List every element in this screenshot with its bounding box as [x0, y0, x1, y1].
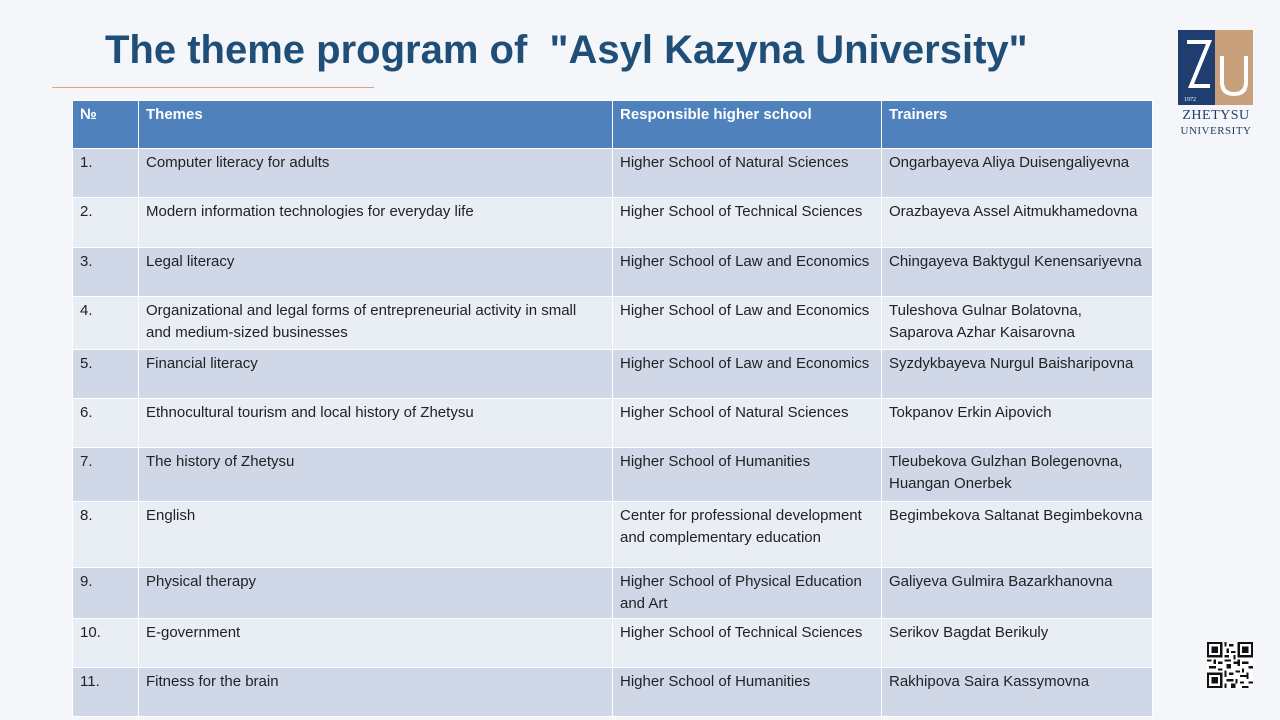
svg-text:1972: 1972	[1184, 97, 1196, 103]
header-trainers: Trainers	[882, 101, 1153, 149]
cell-number: 7.	[73, 448, 139, 502]
logo-text-line1: ZHETYSU	[1182, 108, 1250, 123]
zhetysu-university-logo	[1176, 30, 1256, 140]
cell-trainer: Tleubekova Gulzhan Bolegenovna, Huangan Onerbek	[882, 448, 1153, 502]
qr-code-icon	[1207, 642, 1253, 688]
cell-trainer: Ongarbayeva Aliya Duisengaliyevna	[882, 149, 1153, 198]
table-row	[73, 568, 1153, 619]
table-row	[73, 149, 1153, 198]
cell-school: Higher School of Natural Sciences	[613, 399, 882, 448]
cell-number: 1.	[73, 149, 139, 198]
cell-theme: Computer literacy for adults	[139, 149, 613, 198]
cell-theme: English	[139, 502, 613, 568]
cell-number: 11.	[73, 668, 139, 717]
cell-trainer: Syzdykbayeva Nurgul Baisharipovna	[882, 350, 1153, 399]
table-row	[73, 399, 1153, 448]
cell-number: 3.	[73, 248, 139, 297]
cell-theme: Legal literacy	[139, 248, 613, 297]
cell-theme: Modern information technologies for everyday life	[139, 198, 613, 248]
cell-trainer: Tuleshova Gulnar Bolatovna, Saparova Azhar Kaisarovna	[882, 297, 1153, 350]
theme-program-table	[72, 100, 1153, 717]
slide-title: The theme program of "Asyl Kazyna University"	[105, 28, 1028, 72]
cell-trainer: Begimbekova Saltanat Begimbekovna	[882, 502, 1153, 568]
cell-theme: Fitness for the brain	[139, 668, 613, 717]
header-number: №	[73, 101, 139, 149]
cell-number: 5.	[73, 350, 139, 399]
cell-school: Higher School of Humanities	[613, 448, 882, 502]
cell-school: Higher School of Physical Education and Art	[613, 568, 882, 619]
header-themes: Themes	[139, 101, 613, 149]
cell-trainer: Galiyeva Gulmira Bazarkhanovna	[882, 568, 1153, 619]
cell-trainer: Serikov Bagdat Berikuly	[882, 619, 1153, 668]
cell-number: 6.	[73, 399, 139, 448]
cell-theme: Financial literacy	[139, 350, 613, 399]
cell-school: Higher School of Law and Economics	[613, 248, 882, 297]
cell-school: Higher School of Humanities	[613, 668, 882, 717]
cell-school: Higher School of Law and Economics	[613, 297, 882, 350]
table-row	[73, 448, 1153, 502]
cell-trainer: Tokpanov Erkin Aipovich	[882, 399, 1153, 448]
cell-theme: Organizational and legal forms of entrepreneurial activity in small and medium-sized businesses	[139, 297, 613, 350]
theme-program-table-container	[72, 100, 1152, 717]
table-row	[73, 297, 1153, 350]
title-underline	[52, 87, 374, 88]
cell-school: Higher School of Natural Sciences	[613, 149, 882, 198]
header-responsible-school: Responsible higher school	[613, 101, 882, 149]
cell-number: 4.	[73, 297, 139, 350]
cell-school: Center for professional development and complementary education	[613, 502, 882, 568]
cell-trainer: Rakhipova Saira Kassymovna	[882, 668, 1153, 717]
cell-school: Higher School of Technical Sciences	[613, 198, 882, 248]
logo-text-line2: UNIVERSITY	[1180, 125, 1252, 137]
cell-number: 10.	[73, 619, 139, 668]
table-row	[73, 198, 1153, 248]
cell-school: Higher School of Technical Sciences	[613, 619, 882, 668]
table-row	[73, 248, 1153, 297]
table-row	[73, 502, 1153, 568]
cell-theme: E-government	[139, 619, 613, 668]
cell-theme: Ethnocultural tourism and local history of Zhetysu	[139, 399, 613, 448]
cell-theme: Physical therapy	[139, 568, 613, 619]
table-row	[73, 619, 1153, 668]
cell-trainer: Chingayeva Baktygul Kenensariyevna	[882, 248, 1153, 297]
table-row	[73, 350, 1153, 399]
zu-logo-mark	[1178, 30, 1253, 105]
cell-theme: The history of Zhetysu	[139, 448, 613, 502]
cell-number: 9.	[73, 568, 139, 619]
cell-school: Higher School of Law and Economics	[613, 350, 882, 399]
cell-trainer: Orazbayeva Assel Aitmukhamedovna	[882, 198, 1153, 248]
table-header-row	[73, 101, 1153, 149]
table-row	[73, 668, 1153, 717]
cell-number: 8.	[73, 502, 139, 568]
cell-number: 2.	[73, 198, 139, 248]
